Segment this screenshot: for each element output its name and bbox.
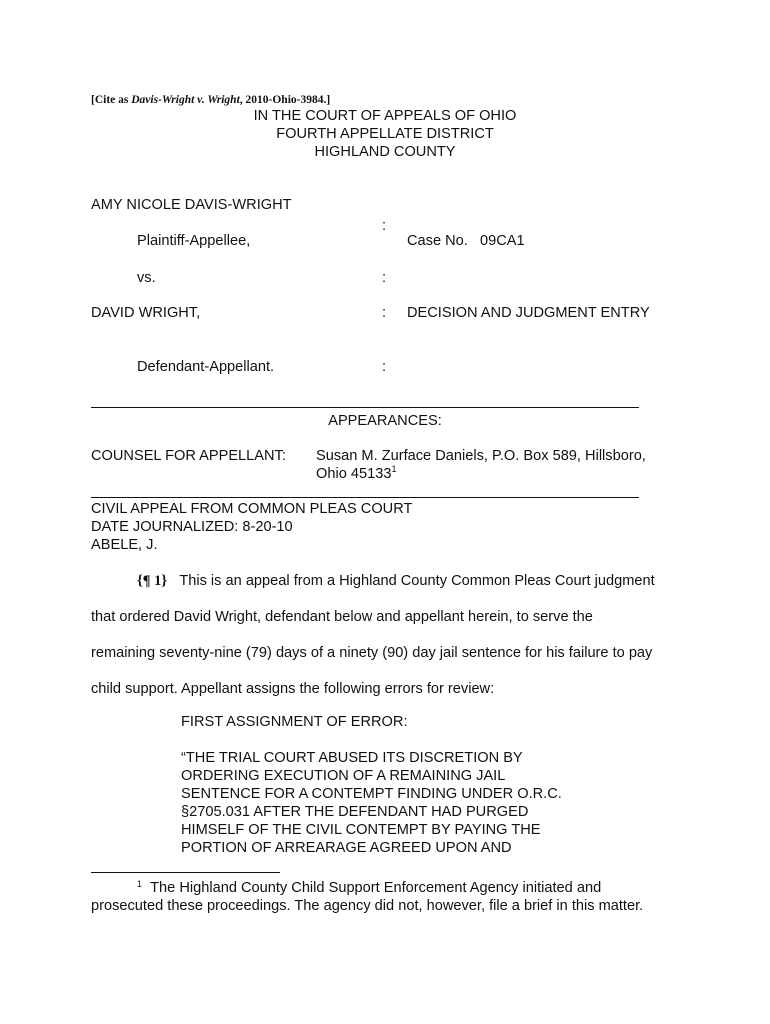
case-no-value: 09CA1 [480,233,525,249]
counsel-address-line1: Susan M. Zurface Daniels, P.O. Box 589, Hillsboro, [316,448,646,464]
assignment-line-4: §2705.031 AFTER THE DEFENDANT HAD PURGED [181,804,529,820]
footnote-marker: 1 [137,879,143,889]
judge-name: ABELE, J. [91,537,158,553]
court-county: HIGHLAND COUNTY [314,144,456,160]
date-journalized: DATE JOURNALIZED: 8-20-10 [91,519,293,535]
counsel-label: COUNSEL FOR APPELLANT: [91,448,286,464]
caption-colon-1: : [382,218,387,234]
caption-colon-4: : [382,359,387,375]
footnote-line-1 [137,880,601,896]
appeal-type: CIVIL APPEAL FROM COMMON PLEAS COURT [91,501,413,517]
paragraph-1-line-1 [137,573,655,590]
assignment-heading: FIRST ASSIGNMENT OF ERROR: [181,714,408,730]
assignment-line-6: PORTION OF ARREARAGE AGREED UPON AND [181,840,512,856]
assignment-line-5: HIMSELF OF THE CIVIL CONTEMPT BY PAYING THE [181,822,541,838]
citation-case-name: Davis-Wright v. Wright [131,94,240,106]
plaintiff-role: Plaintiff-Appellee, [137,233,251,249]
court-district: FOURTH APPELLATE DISTRICT [276,126,494,142]
paragraph-number: {¶ 1} [137,573,168,589]
assignment-line-1: “THE TRIAL COURT ABUSED ITS DISCRETION BY [181,750,523,766]
paragraph-1-line-3: remaining seventy-nine (79) days of a ninety (90) day jail sentence for his failure to pay [91,645,653,661]
paragraph-1-line-2: that ordered David Wright, defendant below and appellant herein, to serve the [91,609,593,625]
caption-colon-3: : [382,305,387,321]
assignment-line-3: SENTENCE FOR A CONTEMPT FINDING UNDER O.R.C. [181,786,562,802]
divider-bottom [91,497,639,498]
plaintiff-name: AMY NICOLE DAVIS-WRIGHT [91,197,292,213]
appearances-heading: APPEARANCES: [328,413,442,429]
footnote-divider [91,872,280,873]
case-number [407,233,525,250]
citation-prefix: [Cite as [91,94,132,106]
assignment-line-2: ORDERING EXECUTION OF A REMAINING JAIL [181,768,506,784]
caption-colon-2: : [382,270,387,286]
footnote-ref: 1 [391,464,397,474]
defendant-role: Defendant-Appellant. [137,359,275,375]
footnote-text-1: The Highland County Child Support Enforcement Agency initiated and [150,880,602,896]
citation [91,94,330,106]
case-no-label: Case No. [407,233,468,249]
paragraph-1-line-4: child support. Appellant assigns the following errors for review: [91,681,495,697]
versus: vs. [137,270,156,286]
footnote-line-2: prosecuted these proceedings. The agency did not, however, file a brief in this matter. [91,898,644,914]
court-name: IN THE COURT OF APPEALS OF OHIO [253,108,517,124]
counsel-address-line2 [316,466,396,484]
citation-suffix: , 2010-Ohio-3984.] [239,94,331,106]
entry-title: DECISION AND JUDGMENT ENTRY [407,305,650,321]
paragraph-1-text-1: This is an appeal from a Highland County Common Pleas Court judgment [179,573,655,589]
defendant-name: DAVID WRIGHT, [91,305,201,321]
divider-top [91,407,639,408]
counsel-zip: Ohio 45133 [316,466,392,482]
